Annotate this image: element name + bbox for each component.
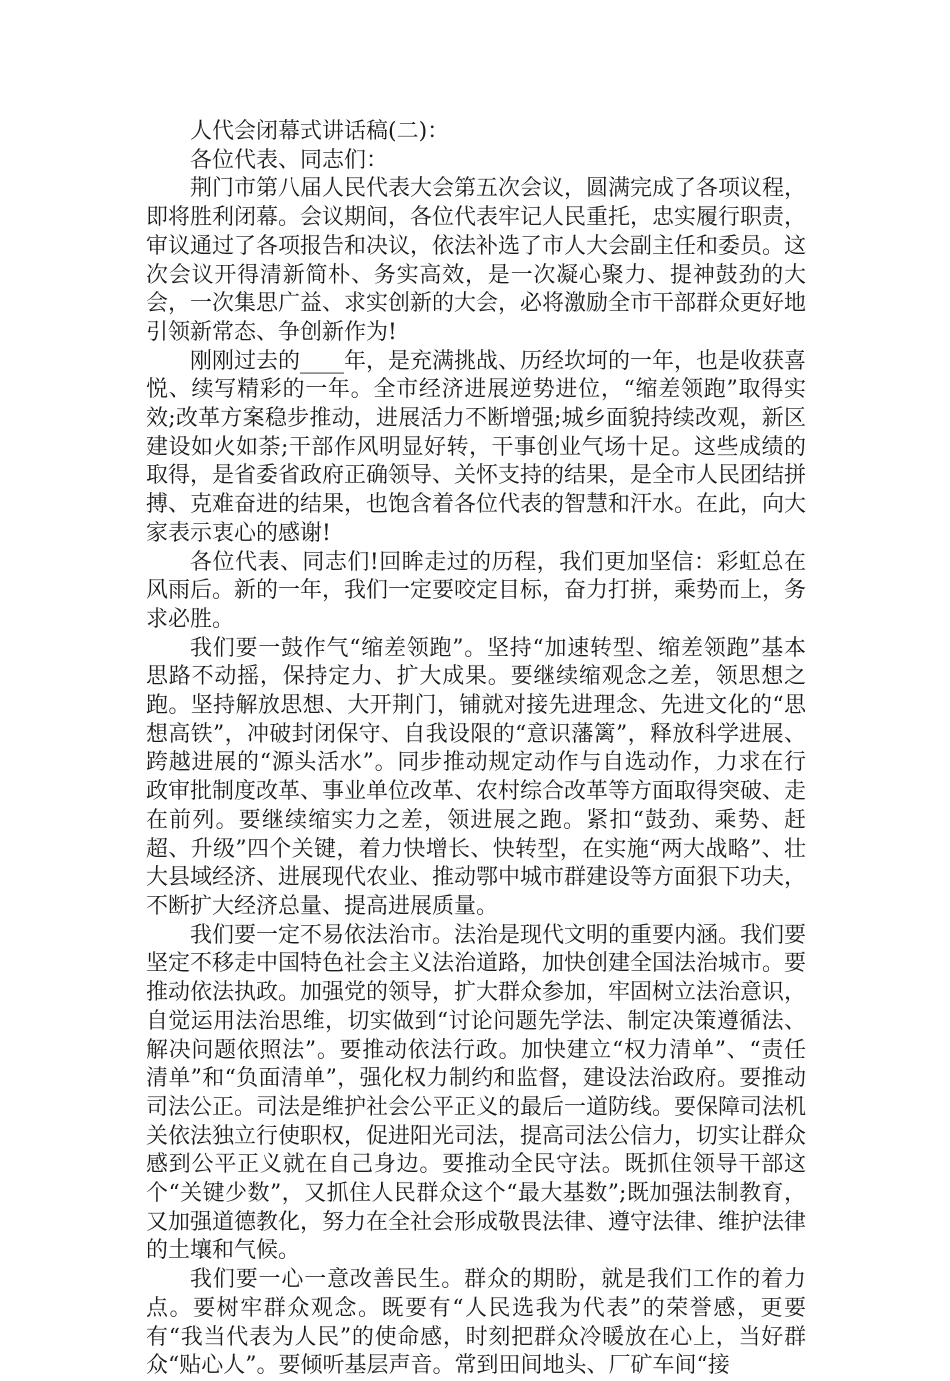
paragraph: 我们要一定不易依法治市。法治是现代文明的重要内涵。我们要坚定不移走中国特色社会主义法治道路，加快创建全国法治城市。要推动依法执政。加强党的领导，扩大群众参加，牢固树立法治意识，自觉运用法治思维，切实做到“讨论问题先学法、制定决策遵循法、解决问题依照法”。要推动依法行政。加快建立“权力清单”、“责任清单”和“负面清单”，强化权力制约和监督，建设法治政府。要推动司法公正。司法是维护社会公平正义的最后一道防线。要保障司法机关依法独立行使职权，促进阳光司法，提高司法公信力，切实让群众感到公平正义就在自己身边。要推动全民守法。既抓住领导干部这个“关键少数”，又抓住人民群众这个“最大基数”;既加强法制教育，又加强道德教化，努力在全社会形成敬畏法律、遵守法律、维护法律的土壤和气候。 bbox=[146, 922, 807, 1264]
paragraph: 刚刚过去的____年，是充满挑战、历经坎坷的一年，也是收获喜悦、续写精彩的一年。全市经济进展逆势进位，“缩差领跑”取得实效;改革方案稳步推动，进展活力不断增强;城乡面貌持续改观，新区建设如火如荼;干部作风明显好转，干事创业气场十足。这些成绩的取得，是省委省政府正确领导、关怀支持的结果，是全市人民团结拼搏、克难奋进的结果，也饱含着各位代表的智慧和汗水。在此，向大家表示衷心的感谢! bbox=[146, 348, 807, 546]
paragraph: 我们要一心一意改善民生。群众的期盼，就是我们工作的着力点。要树牢群众观念。既要有“人民选我为代表”的荣誉感，更要有“我当代表为人民”的使命感，时刻把群众冷暖放在心上，当好群众“贴心人”。要倾听基层声音。常到田间地头、厂矿车间“接 bbox=[146, 1267, 806, 1379]
paragraph: 各位代表、同志们!回眸走过的历程，我们更加坚信：彩虹总在风雨后。新的一年，我们一定要咬定目标，奋力打拼，乘势而上，务求必胜。 bbox=[146, 549, 807, 632]
paragraph: 荆门市第八届人民代表大会第五次会议，圆满完成了各项议程，即将胜利闭幕。会议期间，各位代表牢记人民重托，忠实履行职责，审议通过了各项报告和决议，依法补选了市人大会副主任和委员。这次会议开得清新简朴、务实高效，是一次凝心聚力、提神鼓劲的大会，一次集思广益、求实创新的大会，必将激励全市干部群众更好地引领新常态、争创新作为! bbox=[146, 176, 807, 345]
paragraph: 我们要一鼓作气“缩差领跑”。坚持“加速转型、缩差领跑”基本思路不动摇，保持定力、扩大成果。要继续缩观念之差，领思想之跑。坚持解放思想、大开荆门，铺就对接先进理念、先进文化的“思想高铁”，冲破封闭保守、自我设限的“意识藩篱”，释放科学进展、跨越进展的“源头活水”。同步推动规定动作与自选动作，力求在行政审批制度改革、事业单位改革、农村综合改革等方面取得突破、走在前列。要继续缩实力之差，领进展之跑。紧扣“鼓劲、乘势、赶超、升级”四个关键，着力快增长、快转型，在实施“两大战略”、壮大县域经济、进展现代农业、推动鄂中城市群建设等方面狠下功夫，不断扩大经济总量、提高进展质量。 bbox=[146, 635, 807, 919]
speech-title: 人代会闭幕式讲话稿(二)： bbox=[190, 119, 450, 144]
salutation: 各位代表、同志们： bbox=[190, 147, 389, 173]
document-body bbox=[146, 118, 806, 1381]
